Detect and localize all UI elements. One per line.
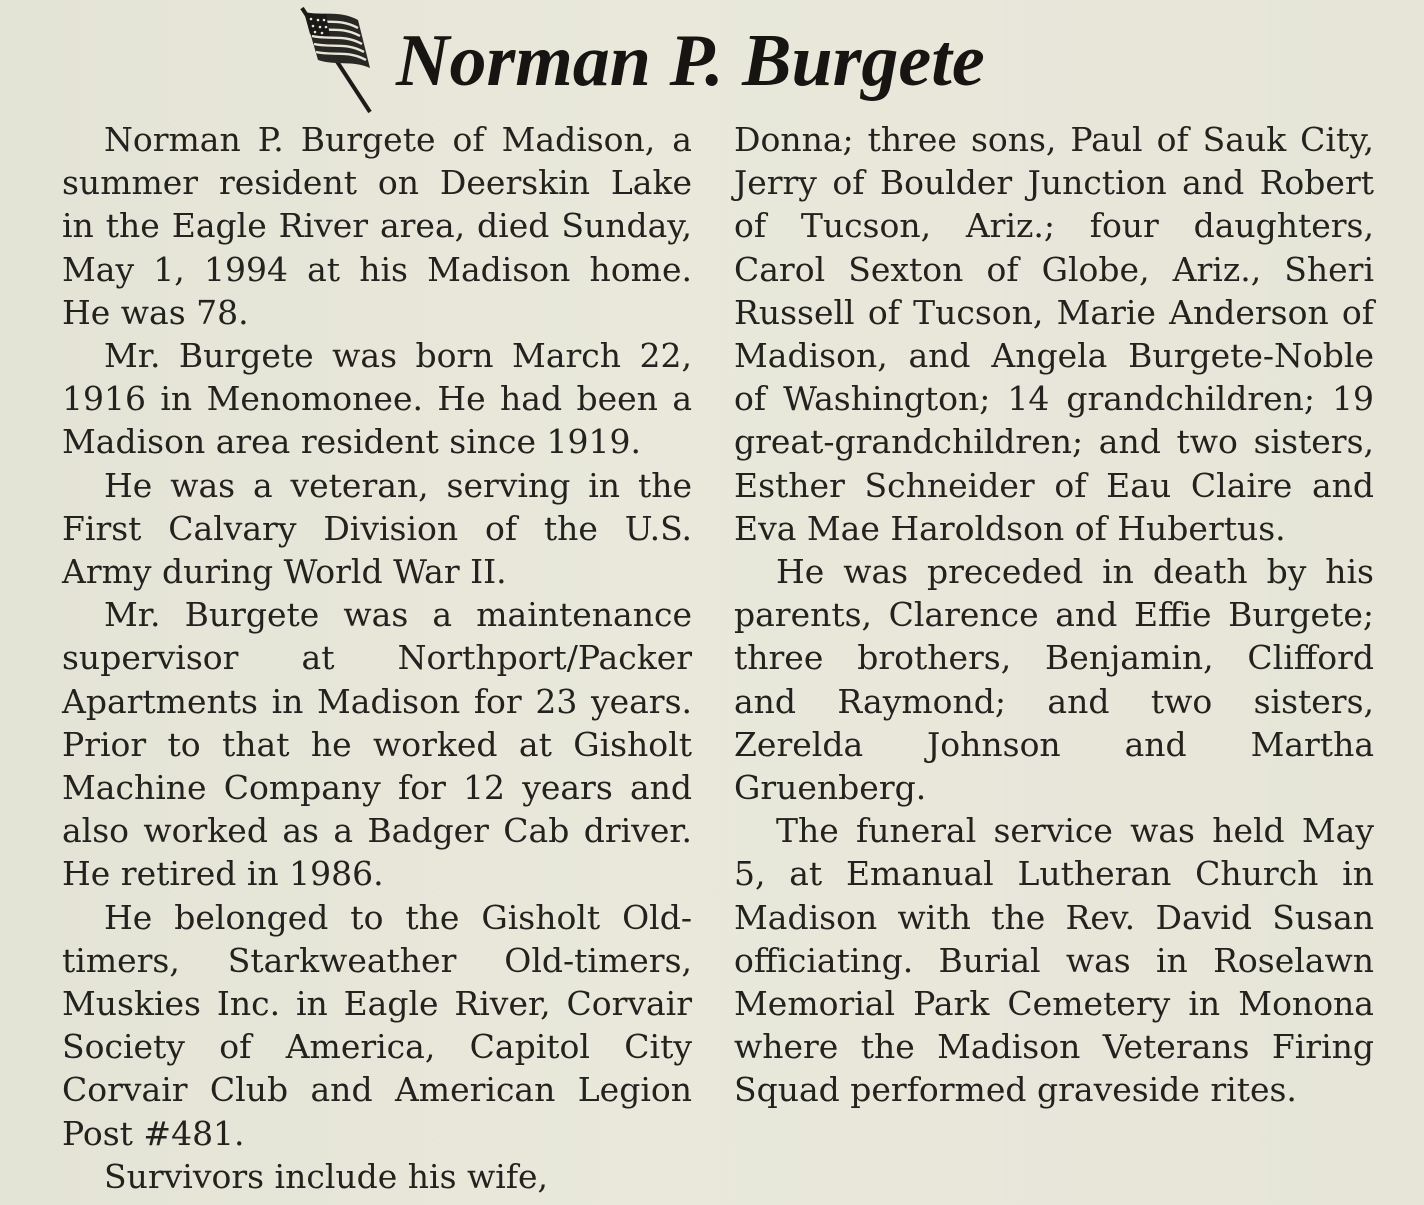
paragraph: Mr. Burgete was a maintenance supervisor at Northport/Packer Apartments in Madison for 23 years. Prior to that he worked at Gisholt Machine Company for 12 years and also worked as a Badger Cab driver. He retired in 1986.: [62, 595, 692, 894]
paragraph: He belonged to the Gisholt Old-timers, Starkweather Old-timers, Muskies Inc. in Eagle River, Corvair Society of America, Capitol City Corvair Club and American Legion Post #481.: [62, 897, 692, 1153]
american-flag-icon: [296, 6, 380, 114]
article-column-right: [734, 118, 1374, 1112]
page-title: Norman P. Burgete: [396, 20, 985, 102]
paragraph: He was a veteran, serving in the First Calvary Division of the U.S. Army during World War II.: [62, 465, 692, 592]
paragraph: Donna; three sons, Paul of Sauk City, Jerry of Boulder Junction and Robert of Tucson, Ariz.; four daughters, Carol Sexton of Globe, Ariz., Sheri Russell of Tucson, Marie Anderson of Madison, and Angela Burgete-Noble of Washington; 14 grandchildren; 19 great-grandchildren; and two sisters, Esther Schneider of Eau Claire and Eva Mae Haroldson of Hubertus.: [734, 120, 1374, 548]
paragraph: He was preceded in death by his parents, Clarence and Effie Burgete; three brothers, Benjamin, Clifford and Raymond; and two sisters, Zerelda Johnson and Martha Gruenberg.: [734, 552, 1374, 808]
headline-row: [296, 2, 1096, 114]
paragraph: Mr. Burgete was born March 22, 1916 in Menomonee. He had been a Madison area resident since 1919.: [62, 336, 692, 462]
paragraph: Survivors include his wife,: [104, 1156, 549, 1196]
paragraph: The funeral service was held May 5, at Emanual Lutheran Church in Madison with the Rev. David Susan officiating. Burial was in Roselawn Memorial Park Cemetery in Monona where the Madison Veterans Firing Squad performed graveside rites.: [734, 811, 1374, 1110]
paragraph: Norman P. Burgete of Madison, a summer resident on Deerskin Lake in the Eagle River area, died Sunday, May 1, 1994 at his Madison home. He was 78.: [62, 120, 692, 332]
article-column-left: [62, 118, 692, 1198]
